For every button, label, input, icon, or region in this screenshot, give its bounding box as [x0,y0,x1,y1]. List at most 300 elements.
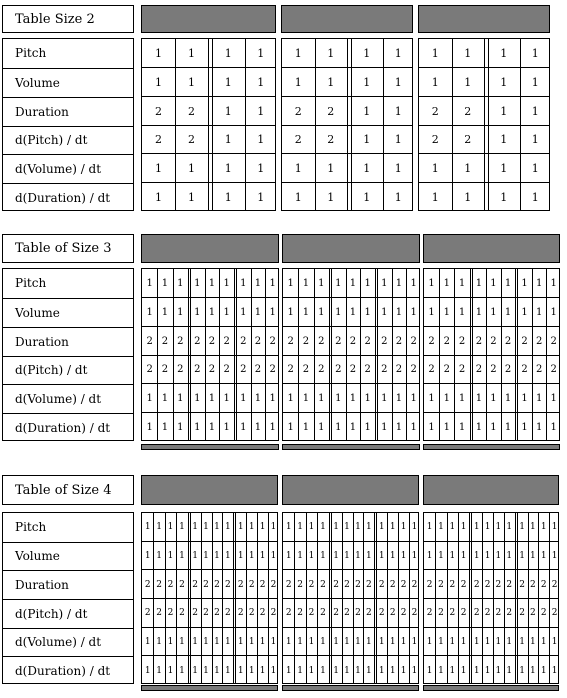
group-header-bar [141,234,279,263]
cell-value: 2 [237,579,244,590]
cell-value: 1 [395,393,403,405]
cell-value: 1 [475,277,483,289]
cell-value: 2 [378,579,385,590]
cell-value: 1 [535,393,543,405]
group-header-bar [423,475,559,505]
column-divider [482,513,483,683]
cell-value: 1 [443,306,451,318]
cell-group [423,268,560,441]
cell-value: 2 [449,579,456,590]
cell-value: 2 [297,608,303,619]
block-divider [351,39,352,210]
cell-value: 1 [335,422,342,434]
cell-value: 1 [506,550,513,561]
cell-value: 1 [550,422,557,434]
cell-value: 1 [287,422,294,434]
block-divider [374,513,375,683]
cell-value: 1 [443,393,451,405]
cell-value: 1 [214,665,220,676]
cell-value: 1 [500,162,508,176]
column-divider [493,513,494,683]
cell-value: 1 [355,522,361,533]
section-title: Table Size 2 [2,5,134,33]
cell-value: 1 [531,46,539,60]
cell-value: 2 [344,608,350,619]
cell-value: 1 [179,665,185,676]
cell-value: 2 [156,579,162,590]
block-divider [331,269,332,440]
cell-value: 1 [333,636,339,647]
cell-value: 1 [208,422,216,434]
cell-value: 1 [530,665,536,676]
block-divider [190,513,191,683]
cell-value: 2 [302,335,310,347]
row-divider [424,355,559,356]
cell-value: 1 [308,636,315,647]
cell-value: 1 [144,550,151,561]
cell-value: 1 [248,665,255,676]
cell-value: 1 [302,422,310,434]
cell-value: 2 [254,335,262,347]
cell-value: 1 [192,636,198,647]
cell-value: 1 [490,422,497,434]
cell-value: 1 [224,550,231,561]
cell-value: 1 [269,277,276,289]
cell-value: 1 [349,393,357,405]
row-label: Volume [3,298,133,327]
section-title: Table of Size 3 [2,234,134,263]
row-label: Volume [3,68,133,97]
cell-value: 1 [484,636,491,647]
cell-value: 1 [318,306,325,318]
cell-value: 1 [530,636,536,647]
cell-value: 1 [521,277,528,289]
cell-value: 2 [259,608,266,619]
cell-value: 1 [411,550,418,561]
row-divider [283,655,418,656]
cell-value: 2 [395,335,403,347]
cell-value: 1 [335,393,342,405]
cell-value: 1 [473,636,480,647]
cell-value: 1 [381,393,388,405]
cell-value: 1 [192,665,198,676]
cell-value: 1 [363,104,371,118]
cell-value: 1 [318,393,325,405]
cell-value: 2 [156,608,162,619]
row-divider [283,627,418,628]
cell-value: 1 [161,422,169,434]
cell-value: 1 [389,522,396,533]
cell-value: 1 [364,422,371,434]
cell-value: 1 [431,75,439,89]
cell-value: 1 [254,277,262,289]
cell-value: 1 [365,636,372,647]
cell-value: 2 [208,364,216,376]
cell-value: 1 [240,277,247,289]
column-divider [176,513,177,683]
cell-value: 1 [535,422,543,434]
cell-group [282,268,420,441]
cell-value: 1 [192,550,198,561]
cell-value: 2 [540,608,547,619]
cell-value: 2 [269,364,276,376]
cell-value: 1 [458,393,466,405]
cell-value: 1 [214,522,220,533]
row-divider [142,598,277,599]
column-divider [392,269,393,440]
cell-value: 1 [364,306,371,318]
cell-value: 1 [308,522,315,533]
cell-value: 2 [411,579,418,590]
cell-value: 1 [400,636,407,647]
cell-value: 2 [381,364,388,376]
cell-value: 1 [297,665,303,676]
cell-value: 1 [540,550,547,561]
cell-value: 2 [308,608,315,619]
row-label: Duration [3,97,133,126]
cell-value: 2 [426,608,433,619]
cell-value: 1 [344,522,350,533]
cell-value: 1 [389,636,396,647]
cell-value: 1 [155,191,162,205]
row-label: d(Pitch) / dt [3,356,133,385]
cell-value: 1 [531,75,539,89]
cell-value: 1 [257,133,265,147]
cell-value: 2 [146,364,153,376]
row-divider [282,182,412,183]
row-divider [283,297,419,298]
cell-value: 1 [530,550,536,561]
cell-value: 2 [355,608,361,619]
cell-value: 2 [438,608,444,619]
cell-value: 1 [302,306,310,318]
cell-value: 2 [223,335,230,347]
cell-value: 2 [146,335,153,347]
cell-value: 2 [473,579,480,590]
cell-value: 1 [285,665,292,676]
cell-value: 1 [443,277,451,289]
cell-value: 1 [349,422,357,434]
row-divider [142,627,277,628]
column-divider [222,513,223,683]
cell-value: 1 [400,522,407,533]
cell-value: 1 [519,636,525,647]
row-divider [142,412,278,413]
cell-value: 1 [224,104,232,118]
cell-value: 1 [269,422,276,434]
column-divider [383,39,384,210]
row-divider [419,182,549,183]
cell-value: 2 [320,608,326,619]
cell-value: 2 [458,335,466,347]
cell-value: 1 [500,133,508,147]
block-divider [472,269,473,440]
group-footer-bar [141,444,279,450]
cell-value: 2 [214,579,220,590]
cell-value: 2 [294,133,302,147]
column-divider [454,269,455,440]
cell-value: 1 [460,522,467,533]
cell-value: 1 [500,191,508,205]
cell-value: 2 [443,335,451,347]
cell-value: 1 [550,277,557,289]
row-divider [424,655,558,656]
cell-value: 1 [167,665,174,676]
cell-value: 1 [426,550,433,561]
column-divider [265,269,266,440]
cell-value: 2 [535,335,543,347]
cell-value: 2 [285,608,292,619]
cell-value: 1 [259,636,266,647]
cell-value: 1 [177,277,184,289]
column-divider [406,269,407,440]
cell-value: 2 [504,364,512,376]
column-divider [268,513,269,683]
cell-value: 2 [426,579,433,590]
block-divider [517,269,518,440]
row-label: Volume [3,542,133,571]
row-label: Pitch [15,276,47,291]
cell-value: 1 [208,393,216,405]
cell-value: 1 [320,550,326,561]
cell-value: 1 [146,393,153,405]
block-divider [515,513,516,683]
cell-value: 1 [144,665,151,676]
cell-value: 1 [504,277,512,289]
cell-value: 1 [438,522,444,533]
cell-value: 1 [224,665,231,676]
block-divider [329,513,330,683]
block-divider [375,269,376,440]
cell-value: 2 [490,335,497,347]
cell-value: 1 [394,75,402,89]
cell-value: 1 [460,550,467,561]
column-divider [353,513,354,683]
cell-value: 1 [194,277,201,289]
cell-value: 2 [223,364,230,376]
cell-value: 1 [237,550,244,561]
column-divider [306,513,307,683]
row-divider [424,326,559,327]
cell-value: 2 [297,579,303,590]
column-divider [346,269,347,440]
column-divider [157,269,158,440]
cell-value: 1 [458,277,466,289]
cell-value: 2 [410,364,417,376]
cell-value: 1 [365,522,372,533]
cell-group [141,38,276,211]
column-divider [501,269,502,440]
cell-value: 1 [410,393,417,405]
block-divider [212,39,213,210]
cell-value: 1 [540,665,547,676]
cell-value: 1 [161,306,169,318]
cell-value: 1 [146,306,153,318]
cell-value: 1 [214,636,220,647]
cell-value: 1 [381,306,388,318]
column-divider [246,513,247,683]
cell-value: 1 [257,162,265,176]
cell-value: 2 [395,364,403,376]
cell-value: 2 [254,364,262,376]
cell-value: 2 [365,579,372,590]
cell-value: 1 [394,162,402,176]
row-label: d(Duration) / dt [3,656,133,685]
block-divider [236,269,237,440]
cell-value: 1 [411,636,418,647]
column-divider [435,513,436,683]
cell-value: 2 [177,335,184,347]
cell-value: 2 [224,608,231,619]
cell-value: 2 [203,608,209,619]
cell-group [423,512,559,684]
cell-value: 1 [458,306,466,318]
row-divider [424,297,559,298]
group-header-bar [418,5,550,33]
cell-value: 1 [308,665,315,676]
column-divider [363,513,364,683]
cell-value: 1 [156,522,162,533]
cell-value: 2 [287,335,294,347]
cell-value: 1 [302,393,310,405]
cell-value: 2 [410,335,417,347]
cell-value: 1 [410,306,417,318]
cell-value: 1 [428,422,435,434]
column-divider [219,269,220,440]
cell-value: 2 [475,364,483,376]
cell-value: 1 [475,306,483,318]
cell-value: 1 [294,191,302,205]
cell-value: 1 [194,393,201,405]
block-divider [470,269,471,440]
cell-value: 2 [240,364,247,376]
cell-value: 2 [194,364,201,376]
cell-value: 1 [161,277,169,289]
section-title: Table of Size 4 [2,475,134,505]
cell-value: 2 [287,364,294,376]
cell-value: 2 [248,579,255,590]
block-divider [188,513,189,683]
cell-value: 2 [192,579,198,590]
cell-value: 2 [333,608,339,619]
cell-value: 1 [378,665,385,676]
cell-value: 1 [521,393,528,405]
cell-value: 2 [378,608,385,619]
cell-value: 2 [302,364,310,376]
cell-value: 1 [287,277,294,289]
cell-value: 1 [551,665,558,676]
cell-value: 1 [156,550,162,561]
cell-value: 1 [203,522,209,533]
row-divider [419,96,549,97]
cell-value: 1 [155,46,162,60]
row-label-column [2,268,134,441]
cell-value: 1 [177,422,184,434]
cell-value: 1 [438,636,444,647]
cell-value: 1 [240,422,247,434]
row-divider [142,67,275,68]
cell-value: 1 [449,665,456,676]
cell-value: 2 [521,364,528,376]
cell-value: 1 [177,393,184,405]
cell-value: 1 [449,636,456,647]
cell-value: 2 [214,608,220,619]
cell-value: 1 [394,46,402,60]
cell-value: 1 [297,636,303,647]
cell-value: 2 [177,364,184,376]
cell-value: 1 [355,665,361,676]
cell-value: 1 [335,306,342,318]
cell-value: 1 [364,393,371,405]
cell-value: 1 [428,393,435,405]
cell-value: 2 [460,608,467,619]
group-header-bar [423,234,560,263]
cell-value: 1 [177,306,184,318]
cell-value: 2 [428,335,435,347]
cell-group [281,38,413,211]
row-label-column [2,512,134,684]
cell-value: 1 [506,636,513,647]
cell-value: 1 [308,550,315,561]
cell-value: 1 [495,522,502,533]
block-divider [488,39,489,210]
block-divider [235,513,236,683]
cell-value: 1 [320,636,326,647]
row-divider [419,153,549,154]
cell-value: 2 [431,104,439,118]
cell-value: 2 [355,579,361,590]
cell-value: 1 [257,191,265,205]
row-label: d(Volume) / dt [3,628,133,657]
cell-value: 1 [203,636,209,647]
cell-value: 2 [327,133,335,147]
row-label: d(Pitch) / dt [3,599,133,628]
cell-value: 1 [333,665,339,676]
cell-value: 1 [535,306,543,318]
cell-value: 1 [394,191,402,205]
row-divider [142,297,278,298]
cell-value: 2 [318,335,325,347]
column-divider [387,513,388,683]
cell-value: 1 [270,522,277,533]
cell-value: 1 [363,75,371,89]
column-divider [486,269,487,440]
cell-value: 2 [327,104,335,118]
column-divider [205,269,206,440]
cell-value: 1 [285,550,292,561]
cell-value: 1 [426,522,433,533]
cell-value: 1 [521,306,528,318]
column-divider [532,269,533,440]
cell-value: 1 [426,636,433,647]
cell-value: 1 [355,636,361,647]
row-divider [283,569,418,570]
cell-value: 1 [237,522,244,533]
cell-value: 2 [320,579,326,590]
row-divider [283,326,419,327]
cell-value: 2 [167,579,174,590]
cell-value: 1 [194,422,201,434]
cell-value: 1 [395,422,403,434]
cell-value: 1 [365,665,372,676]
cell-value: 1 [519,665,525,676]
cell-value: 1 [535,277,543,289]
cell-value: 1 [259,550,266,561]
cell-value: 2 [179,608,185,619]
row-divider [283,598,418,599]
column-divider [452,39,453,210]
cell-value: 1 [490,306,497,318]
